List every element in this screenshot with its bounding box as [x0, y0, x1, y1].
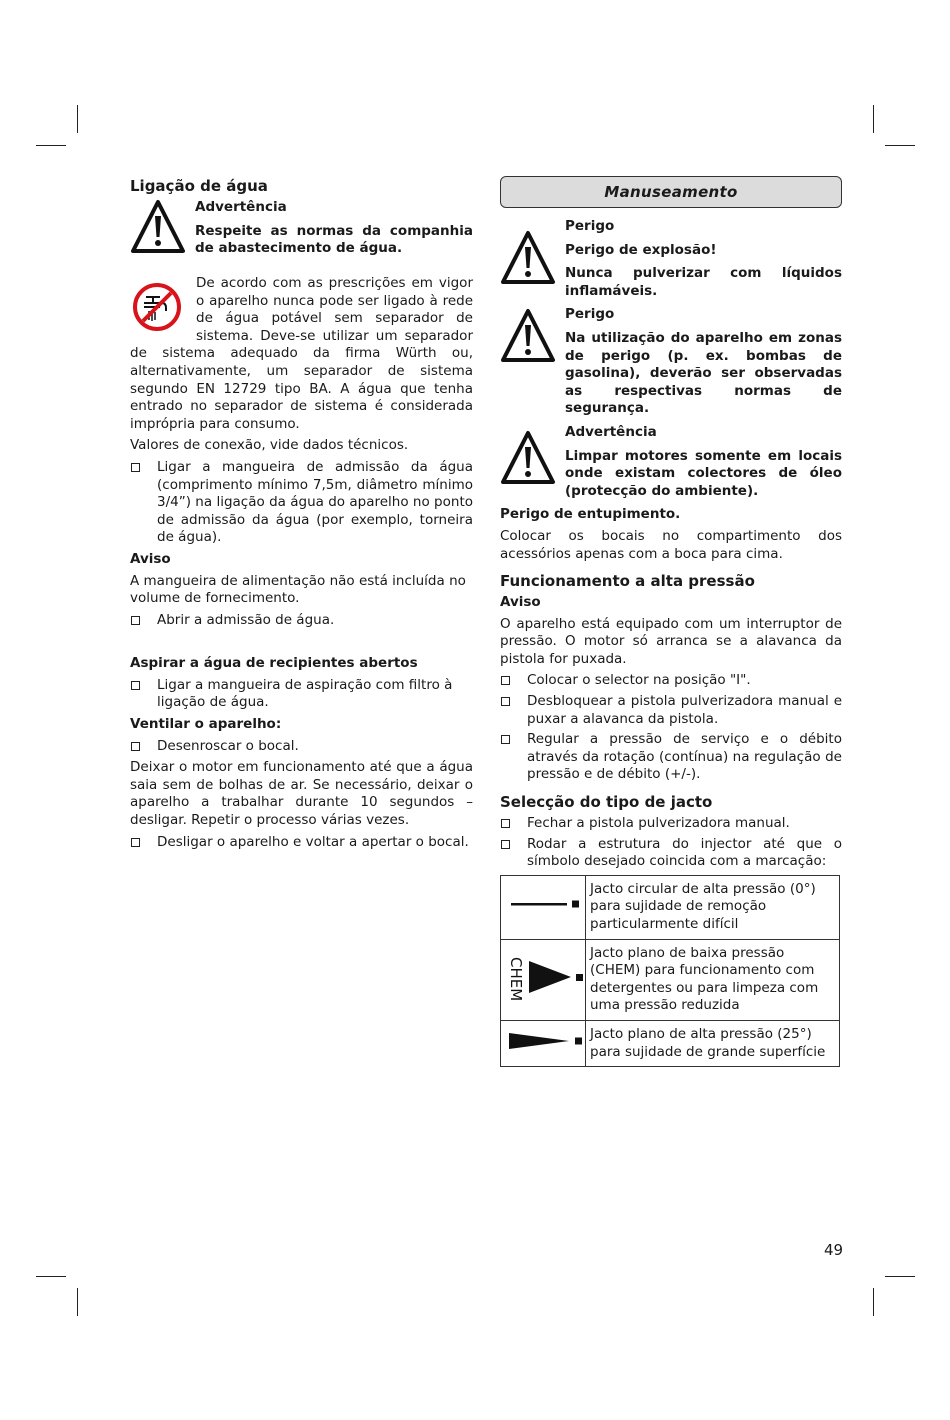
- section-title-high-pressure: Funcionamento a alta pressão: [500, 572, 755, 591]
- danger-subheading: Perigo de explosão!: [565, 241, 717, 258]
- list-item: [500, 672, 842, 690]
- warning-triangle-icon: [130, 199, 186, 255]
- clogging-heading: Perigo de entupimento.: [500, 506, 681, 523]
- list-item: [130, 459, 473, 547]
- table-row: [501, 939, 840, 1020]
- crop-mark: [77, 105, 78, 133]
- flat-jet-icon: [503, 1029, 583, 1053]
- danger-block: [500, 306, 842, 418]
- ventilar-heading: Ventilar o aparelho:: [130, 716, 282, 733]
- warning-triangle-icon: [500, 308, 556, 364]
- potable-water-paragraph: De acordo com as prescrições em vigor o aparelho nunca pode ser ligado à rede de água potável sem separador de sistema. Deve-se utilizar um separador de sistema adequado da firma Würth ou, alternativamente, um separador de sistema segundo EN 12729 tipo BA. A água que tenha entrado no separador de sistema é considerada imprópria para consumo.: [130, 275, 473, 432]
- connection-values-text: Valores de conexão, vide dados técnicos.: [130, 437, 409, 454]
- danger-text: Nunca pulverizar com líquidos inflamáveis.: [565, 265, 842, 299]
- aspirar-heading: Aspirar a água de recipientes abertos: [130, 655, 418, 672]
- list-item: [130, 612, 473, 630]
- section-title-water-connection: Ligação de água: [130, 177, 268, 195]
- list-item-text: Desenroscar o bocal.: [157, 737, 299, 754]
- list-item: [500, 693, 842, 728]
- checkbox-icon: [131, 616, 140, 625]
- checkbox-icon: [501, 735, 510, 744]
- left-column: [130, 176, 473, 855]
- table-cell-description: Jacto plano de baixa pressão (CHEM) para funcionamento com detergentes ou para limpeza com uma pressão reduzida: [586, 939, 840, 1020]
- aviso-heading: Aviso: [500, 594, 541, 611]
- list-item-text: Colocar o selector na posição "I".: [527, 672, 751, 689]
- danger-heading: Perigo: [565, 306, 615, 323]
- right-column: [500, 176, 842, 1067]
- table-row: [501, 1020, 840, 1066]
- list-item-text: Desbloquear a pistola pulverizadora manual e puxar a alavanca da pistola.: [527, 693, 842, 727]
- list-item: [500, 815, 842, 833]
- section-banner-handling: Manuseamento: [500, 176, 842, 208]
- crop-mark: [873, 105, 874, 133]
- jet-type-table: [500, 875, 840, 1067]
- checkbox-icon: [131, 838, 140, 847]
- warning-heading: Advertência: [195, 199, 287, 215]
- aviso-heading: Aviso: [130, 550, 171, 567]
- list-item: [500, 836, 842, 871]
- clogging-text: Colocar os bocais no compartimento dos acessórios apenas com a boca para cima.: [500, 527, 842, 562]
- checkbox-icon: [501, 697, 510, 706]
- page-number: 49: [824, 1241, 844, 1259]
- checkbox-icon: [131, 742, 140, 751]
- chem-label: CHEM: [507, 956, 525, 1002]
- list-item-text: Regular a pressão de serviço e o débito através da rotação (contínua) na regulação de pressão e de débito (+/-).: [527, 731, 842, 783]
- danger-block: [500, 218, 842, 300]
- line-jet-icon: [505, 894, 581, 914]
- no-potable-water-block: [130, 275, 473, 433]
- list-item-text: Ligar a mangueira de aspiração com filtro à ligação de água.: [157, 676, 453, 711]
- checkbox-icon: [501, 676, 510, 685]
- crop-mark: [885, 1276, 915, 1277]
- checkbox-icon: [501, 840, 510, 849]
- chem-jet-icon: [503, 947, 583, 1007]
- crop-mark: [885, 145, 915, 146]
- table-row: [501, 875, 840, 939]
- checkbox-icon: [131, 463, 140, 472]
- danger-heading: Perigo: [565, 218, 615, 234]
- list-item-text: Desligar o aparelho e voltar a apertar o bocal.: [157, 833, 469, 850]
- list-item-text: Ligar a mangueira de admissão da água (comprimento mínimo 7,5m, diâmetro mínimo 3/4”) na ligação da água do aparelho no ponto de admissão da água (por exemplo, torneira de água).: [157, 458, 473, 546]
- checklist: [130, 834, 473, 852]
- list-item: [130, 677, 473, 712]
- warning-heading: Advertência: [565, 423, 657, 440]
- list-item: [130, 834, 473, 852]
- crop-mark: [77, 1288, 78, 1316]
- section-title-jet-selection: Selecção do tipo de jacto: [500, 793, 713, 812]
- warning-block: [500, 424, 842, 500]
- checkbox-icon: [501, 819, 510, 828]
- checklist: [500, 672, 842, 784]
- no-drinking-water-icon: [130, 275, 188, 337]
- checklist: [130, 677, 473, 712]
- crop-mark: [873, 1288, 874, 1316]
- warning-triangle-icon: [500, 230, 556, 286]
- table-cell-description: Jacto circular de alta pressão (0°) para sujidade de remoção particularmente difícil: [586, 875, 840, 939]
- crop-mark: [36, 145, 66, 146]
- pressure-switch-text: O aparelho está equipado com um interruptor de pressão. O motor só arranca se a alavanca da pistola for puxada.: [500, 615, 842, 667]
- table-cell-description: Jacto plano de alta pressão (25°) para sujidade de grande superfície: [586, 1020, 840, 1066]
- checklist: [130, 612, 473, 630]
- table-cell-symbol: [501, 1020, 586, 1066]
- aviso-text: A mangueira de alimentação não está incluída no volume de fornecimento.: [130, 572, 466, 607]
- checklist: [130, 459, 473, 547]
- list-item-text: Fechar a pistola pulverizadora manual.: [527, 815, 790, 832]
- list-item-text: Rodar a estrutura do injector até que o símbolo desejado coincida com a marcação:: [527, 835, 842, 870]
- warning-text: Limpar motores somente em locais onde existam colectores de óleo (protecção do ambiente).: [565, 447, 842, 499]
- list-item: [130, 738, 473, 756]
- warning-text: Respeite as normas da companhia de abastecimento de água.: [195, 222, 473, 257]
- crop-mark: [36, 1276, 66, 1277]
- checklist: [500, 815, 842, 871]
- ventilar-paragraph: Deixar o motor em funcionamento até que a água saia sem de bolhas de ar. Se necessário, deixar o aparelho a trabalhar durante 10 segundos – desligar. Repetir o processo várias vezes.: [130, 759, 473, 829]
- list-item-text: Abrir a admissão de água.: [157, 611, 335, 628]
- list-item: [500, 731, 842, 784]
- table-cell-symbol: [501, 939, 586, 1020]
- checklist: [130, 738, 473, 756]
- warning-block: [130, 199, 473, 261]
- danger-text: Na utilização do aparelho em zonas de perigo (p. ex. bombas de gasolina), deverão ser observadas as respectivas normas de segurança.: [565, 329, 842, 417]
- table-cell-symbol: [501, 875, 586, 939]
- checkbox-icon: [131, 681, 140, 690]
- warning-triangle-icon: [500, 430, 556, 486]
